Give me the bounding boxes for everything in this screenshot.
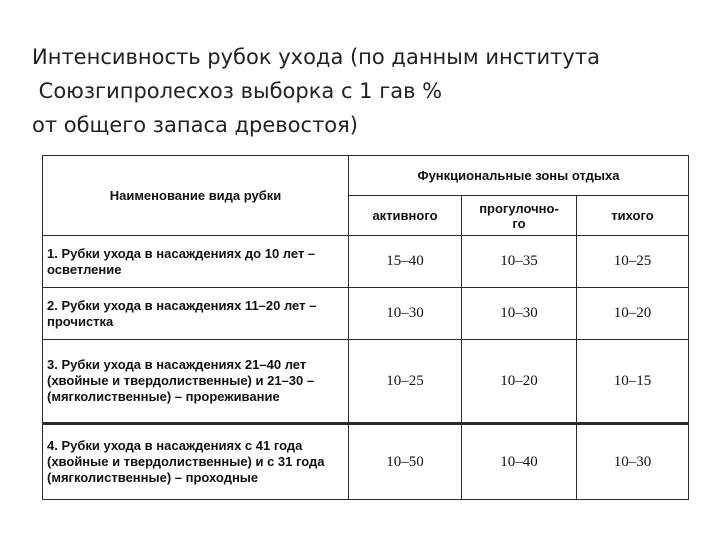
row-1-quiet: 10–25 [577, 236, 689, 288]
row-3-active: 10–25 [349, 340, 462, 424]
title-line-1: Интенсивность рубок ухода (по данным института [32, 45, 600, 69]
row-3-quiet: 10–15 [577, 340, 689, 424]
title-line-3: от общего запаса древостоя) [32, 113, 358, 137]
row-1-active: 15–40 [349, 236, 462, 288]
cutting-intensity-table [42, 155, 689, 500]
row-3-description: 3. Рубки ухода в насаждениях 21–40 лет (хвойные и твердолиственные) и 21–30 – (мягколиственные) – прореживание [43, 340, 349, 424]
title-line-2: Союзгипролесхоз выборка с 1 гав % [32, 79, 443, 103]
table-row [43, 340, 689, 424]
header-zone-active: активного [349, 196, 462, 236]
row-4-description: 4. Рубки ухода в насаждениях с 41 года (хвойные и твердолиственные) и с 31 года (мягколиственные) – проходные [43, 424, 349, 500]
slide-title [32, 40, 712, 142]
header-zone-quiet: тихого [577, 196, 689, 236]
table-row [43, 424, 689, 500]
row-2-walking: 10–30 [462, 288, 577, 340]
row-2-active: 10–30 [349, 288, 462, 340]
row-2-description: 2. Рубки ухода в насаждениях 11–20 лет – прочистка [43, 288, 349, 340]
row-3-walking: 10–20 [462, 340, 577, 424]
header-cutting-type: Наименование вида рубки [43, 156, 349, 236]
row-4-walking: 10–40 [462, 424, 577, 500]
row-1-description: 1. Рубки ухода в насаждениях до 10 лет – осветление [43, 236, 349, 288]
row-1-walking: 10–35 [462, 236, 577, 288]
table-row [43, 236, 689, 288]
header-functional-zones: Функциональные зоны отдыха [349, 156, 689, 196]
row-2-quiet: 10–20 [577, 288, 689, 340]
row-4-quiet: 10–30 [577, 424, 689, 500]
header-zone-walking: прогулочно- го [462, 196, 577, 236]
row-4-active: 10–50 [349, 424, 462, 500]
table-row [43, 288, 689, 340]
